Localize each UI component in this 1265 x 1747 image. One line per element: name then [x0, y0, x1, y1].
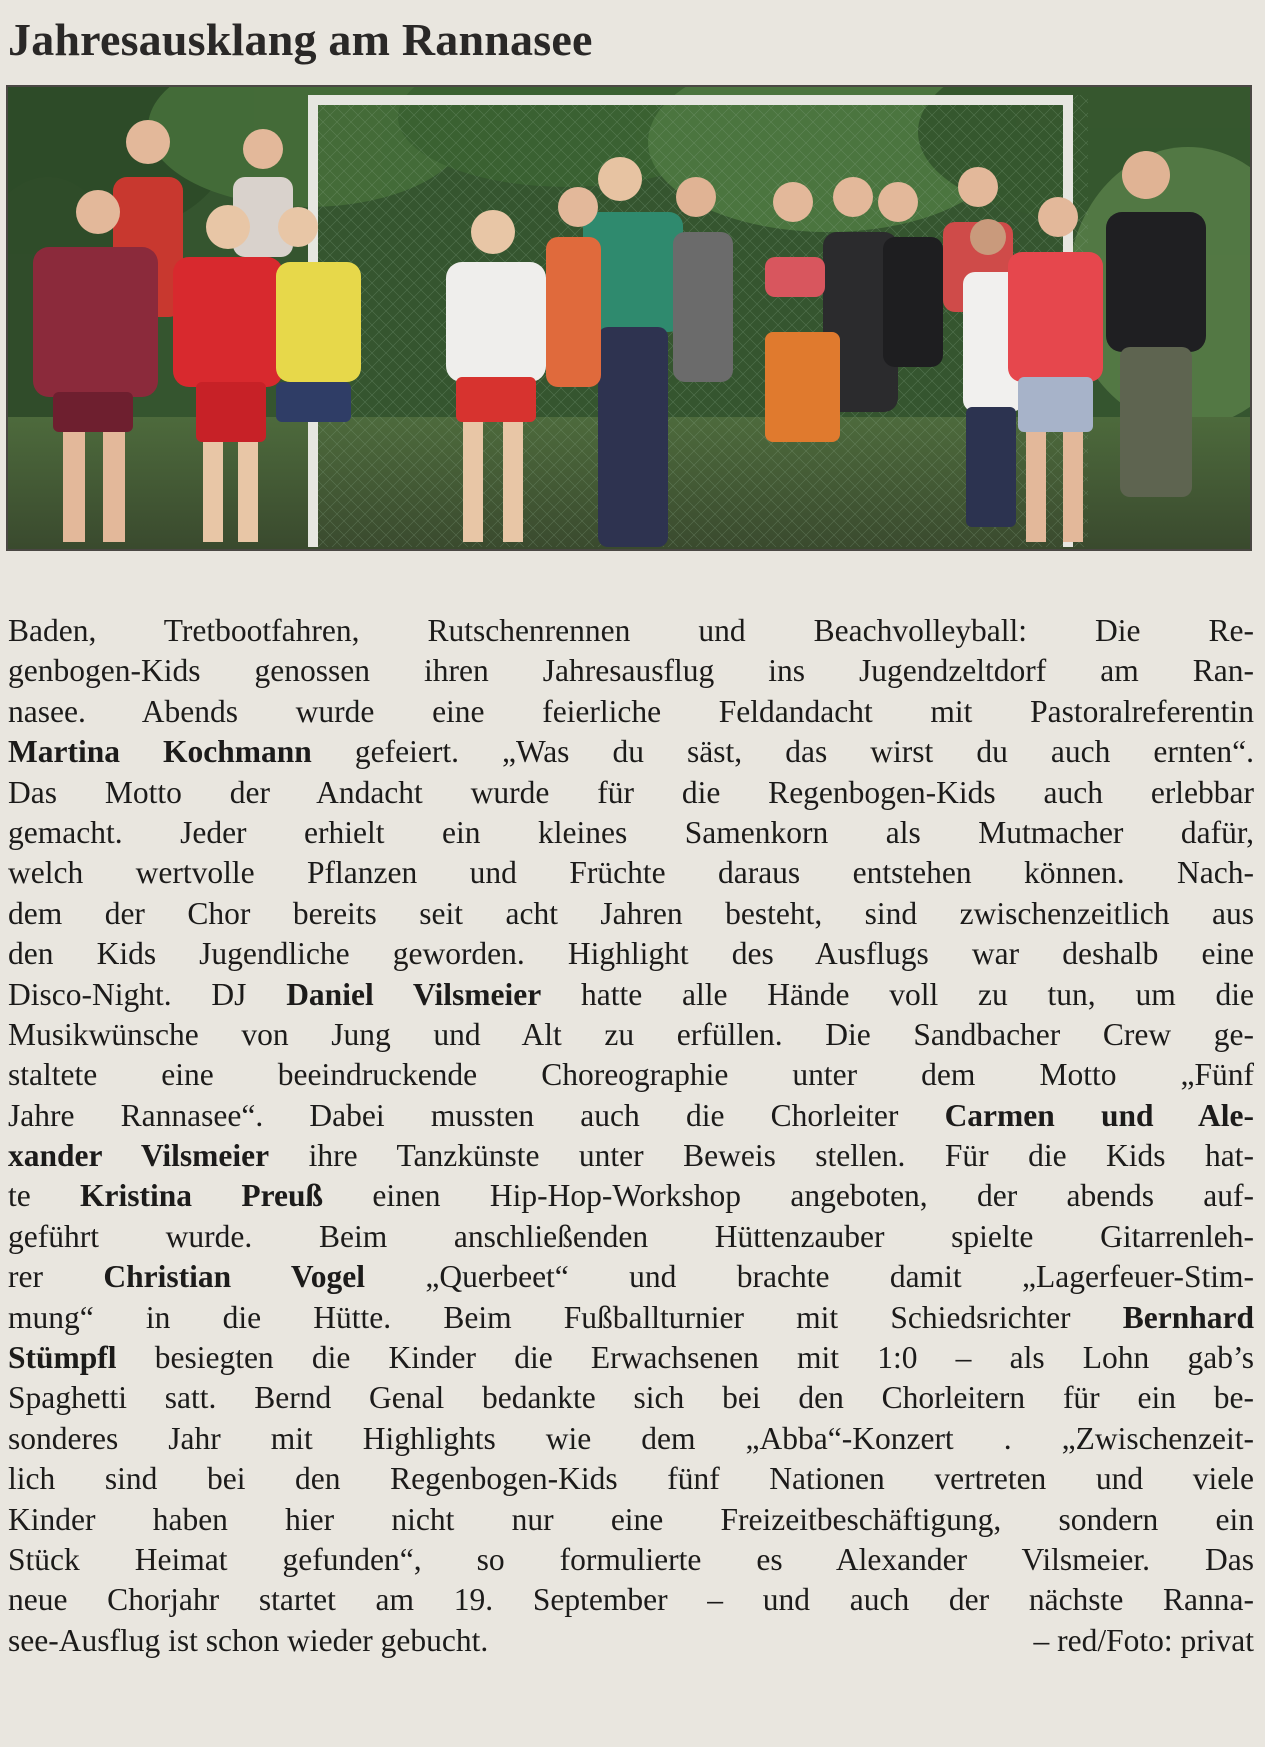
- text-run: Das Motto der Andacht wurde für die Regenbogen-Kids auch erlebbar: [8, 774, 1254, 810]
- article-line: [8, 1540, 1254, 1580]
- person-name: Stümpfl: [8, 1340, 117, 1376]
- article-line: [8, 611, 1254, 651]
- article-line: [8, 1015, 1254, 1055]
- text-run: Kinder haben hier nicht nur eine Freizeitbeschäftigung, sondern ein: [8, 1501, 1254, 1537]
- text-run: dem der Chor bereits seit acht Jahren besteht, sind zwischenzeitlich aus: [8, 895, 1254, 931]
- person-name: Carmen und Ale-: [944, 1097, 1254, 1133]
- text-run: Jahre Rannasee“. Dabei mussten auch die Chorleiter: [8, 1097, 945, 1133]
- article-line: [8, 1298, 1254, 1338]
- photo-credit: – red/Foto: privat: [1033, 1622, 1254, 1658]
- text-run: staltete eine beeindruckende Choreographie unter dem Motto „Fünf: [8, 1057, 1254, 1093]
- group-photo-illustration: [8, 87, 1250, 549]
- text-run: Stück Heimat gefunden“, so formulierte es Alexander Vilsmeier. Das: [8, 1541, 1254, 1577]
- article-line: [8, 1257, 1254, 1297]
- text-run: lich sind bei den Regenbogen-Kids fünf Nationen vertreten und viele: [8, 1461, 1254, 1497]
- text-run: gefeiert. „Was du säst, das wirst du auch ernten“.: [311, 734, 1254, 770]
- text-run: hatte alle Hände voll zu tun, um die: [541, 976, 1254, 1012]
- article-line: [8, 1580, 1254, 1620]
- article-line: [8, 1217, 1254, 1257]
- text-run: Musikwünsche von Jung und Alt zu erfüllen. Die Sandbacher Crew ge-: [8, 1016, 1254, 1052]
- article-line: [8, 1419, 1254, 1459]
- article-lines: [8, 611, 1254, 1621]
- text-run: Disco-Night. DJ: [8, 976, 287, 1012]
- person-name: Kristina Preuß: [80, 1178, 324, 1214]
- text-run: den Kids Jugendliche geworden. Highlight des Ausflugs war deshalb eine: [8, 936, 1254, 972]
- text-run: nasee. Abends wurde eine feierliche Feldandacht mit Pastoralreferentin: [8, 693, 1254, 729]
- text-run: „Querbeet“ und brachte damit „Lagerfeuer-Stim-: [365, 1259, 1254, 1295]
- person-name: xander Vilsmeier: [8, 1138, 270, 1174]
- text-run: Baden, Tretbootfahren, Rutschenrennen und Beachvolleyball: Die Re-: [8, 613, 1254, 648]
- article-line: [8, 1459, 1254, 1499]
- headline: Jahresausklang am Rannasee: [8, 14, 593, 65]
- text-run: genbogen-Kids genossen ihren Jahresausflug ins Jugendzeltdorf am Ran-: [8, 653, 1254, 689]
- article-line: [8, 732, 1254, 772]
- text-run: gemacht. Jeder erhielt ein kleines Samenkorn als Mutmacher dafür,: [8, 814, 1254, 850]
- article-last-line: [8, 1621, 1254, 1661]
- article-line: [8, 1055, 1254, 1095]
- text-run: rer: [8, 1259, 104, 1295]
- person-name: Daniel Vilsmeier: [286, 976, 542, 1012]
- article-line: [8, 975, 1254, 1015]
- article-line: [8, 1176, 1254, 1216]
- article-line: [8, 773, 1254, 813]
- article-line: [8, 1136, 1254, 1176]
- article-line: [8, 651, 1254, 691]
- article-line: [8, 1096, 1254, 1136]
- article-line: [8, 894, 1254, 934]
- person-name: Bernhard: [1122, 1299, 1254, 1335]
- article-line: [8, 934, 1254, 974]
- article-line: [8, 853, 1254, 893]
- text-run: einen Hip-Hop-Workshop angeboten, der abends auf-: [323, 1178, 1254, 1214]
- text-run: Spaghetti satt. Bernd Genal bedankte sich bei den Chorleitern für ein be-: [8, 1380, 1254, 1416]
- text-run: besiegten die Kinder die Erwachsenen mit 1:0 – als Lohn gab’s: [116, 1340, 1254, 1376]
- article-line: [8, 813, 1254, 853]
- text-run: neue Chorjahr startet am 19. September – und auch der nächste Ranna-: [8, 1582, 1254, 1618]
- group-photo: [6, 85, 1252, 551]
- text-run: te: [8, 1178, 81, 1214]
- article-line: [8, 1338, 1254, 1378]
- text-run: welch wertvolle Pflanzen und Früchte daraus entstehen können. Nach-: [8, 855, 1254, 891]
- person-name: Christian Vogel: [103, 1259, 366, 1295]
- article-body: [8, 611, 1254, 1661]
- text-run: ihre Tanzkünste unter Beweis stellen. Für die Kids hat-: [269, 1138, 1254, 1174]
- text-run: geführt wurde. Beim anschließenden Hüttenzauber spielte Gitarrenleh-: [8, 1218, 1254, 1254]
- article-line: [8, 1500, 1254, 1540]
- article-line: [8, 692, 1254, 732]
- article-line: [8, 1378, 1254, 1418]
- article-last-line-text: see-Ausflug ist schon wieder gebucht.: [8, 1622, 489, 1658]
- text-run: mung“ in die Hütte. Beim Fußballturnier mit Schiedsrichter: [8, 1299, 1123, 1335]
- text-run: sonderes Jahr mit Highlights wie dem „Abba“-Konzert . „Zwischenzeit-: [8, 1420, 1254, 1456]
- person-name: Martina Kochmann: [8, 734, 312, 770]
